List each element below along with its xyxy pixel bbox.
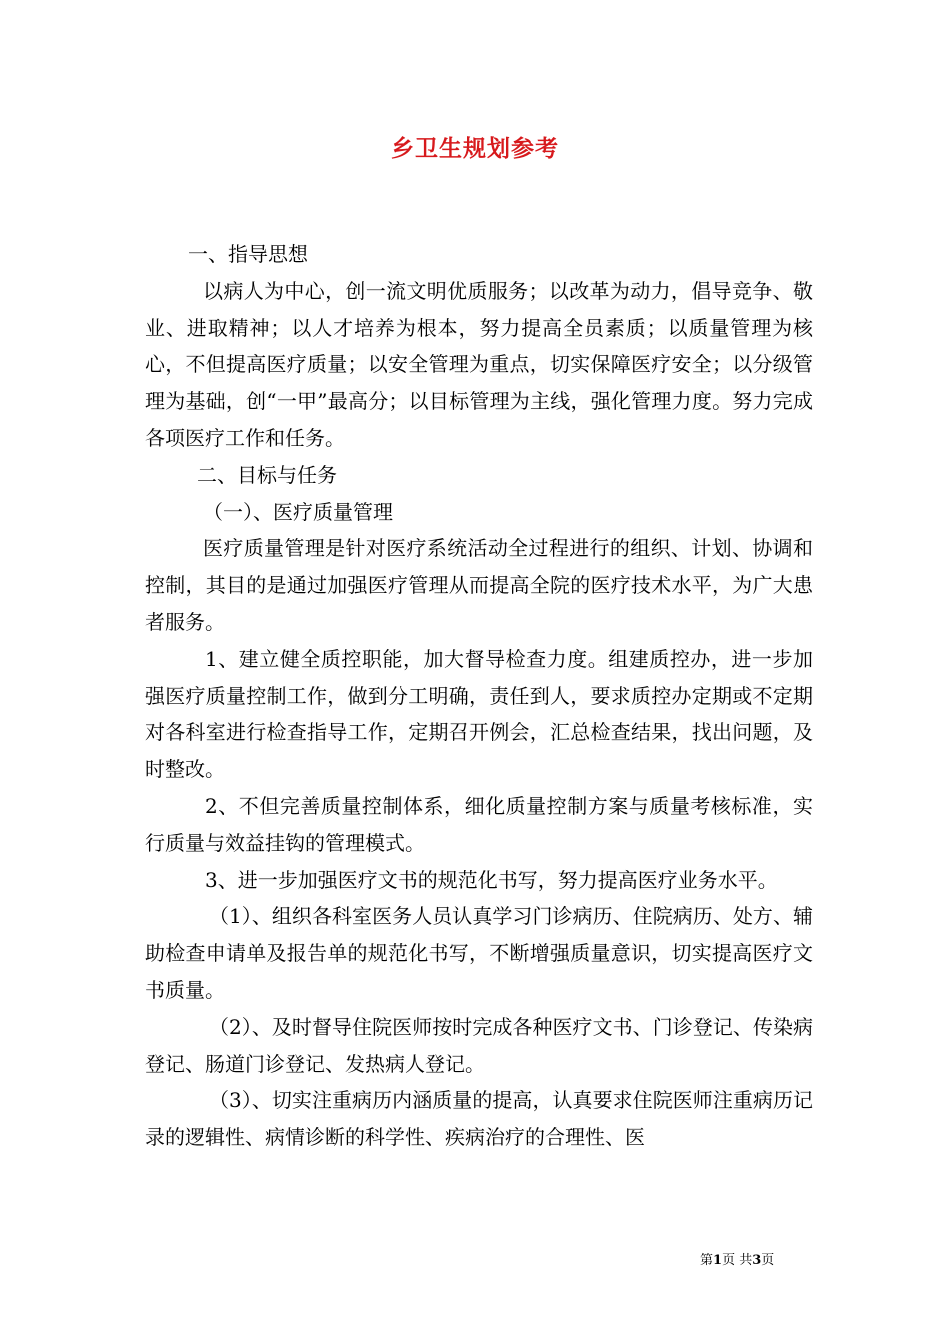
paragraph: 以病人为中心，创一流文明优质服务；以改革为动力，倡导竞争、敬业、进取精神；以人才培养为根本，努力提高全员素质；以质量管理为核心，不但提高医疗质量；以安全管理为重点，切实保障医疗安全；以分级管理为基础，创“一甲”最高分；以目标管理为主线，强化管理力度。努力完成各项医疗工作和任务。	[145, 278, 813, 450]
footer-prefix: 第	[700, 1253, 714, 1268]
paragraph: （3）、切实注重病历内涵质量的提高，认真要求住院医师注重病历记录的逻辑性、病情诊断的科学性、疾病治疗的合理性、医	[145, 1088, 813, 1150]
paragraph: 医疗质量管理是针对医疗系统活动全过程进行的组织、计划、协调和控制，其目的是通过加强医疗管理从而提高全院的医疗技术水平，为广大患者服务。	[145, 536, 813, 634]
paragraph: 1、建立健全质控职能，加大督导检查力度。组建质控办，进一步加强医疗质量控制工作，做到分工明确，责任到人，要求质控办定期或不定期对各科室进行检查指导工作，定期召开例会，汇总检查结果，找出问题，及时整改。	[145, 646, 813, 782]
paragraph: 一、指导思想	[188, 242, 308, 266]
footer-middle: 页 共	[722, 1253, 753, 1268]
footer-total-pages: 3	[752, 1253, 762, 1268]
paragraph: 3、进一步加强医疗文书的规范化书写，努力提高医疗业务水平。	[205, 867, 778, 892]
paragraph: （1）、组织各科室医务人员认真学习门诊病历、住院病历、处方、辅助检查申请单及报告单的规范化书写，不断增强质量意识，切实提高医疗文书质量。	[145, 904, 813, 1002]
paragraph: （一）、医疗质量管理	[203, 499, 393, 524]
page-footer	[700, 1249, 820, 1268]
paragraph: 2、不但完善质量控制体系，细化质量控制方案与质量考核标准，实行质量与效益挂钩的管理模式。	[145, 793, 813, 855]
document-body	[145, 236, 813, 1156]
paragraph: （2）、及时督导住院医师按时完成各种医疗文书、门诊登记、传染病登记、肠道门诊登记、发热病人登记。	[145, 1014, 813, 1076]
document-title: 乡卫生规划参考	[391, 135, 559, 162]
paragraph: 二、目标与任务	[197, 462, 337, 487]
footer-current-page: 1	[713, 1253, 723, 1268]
footer-suffix: 页	[761, 1253, 775, 1268]
